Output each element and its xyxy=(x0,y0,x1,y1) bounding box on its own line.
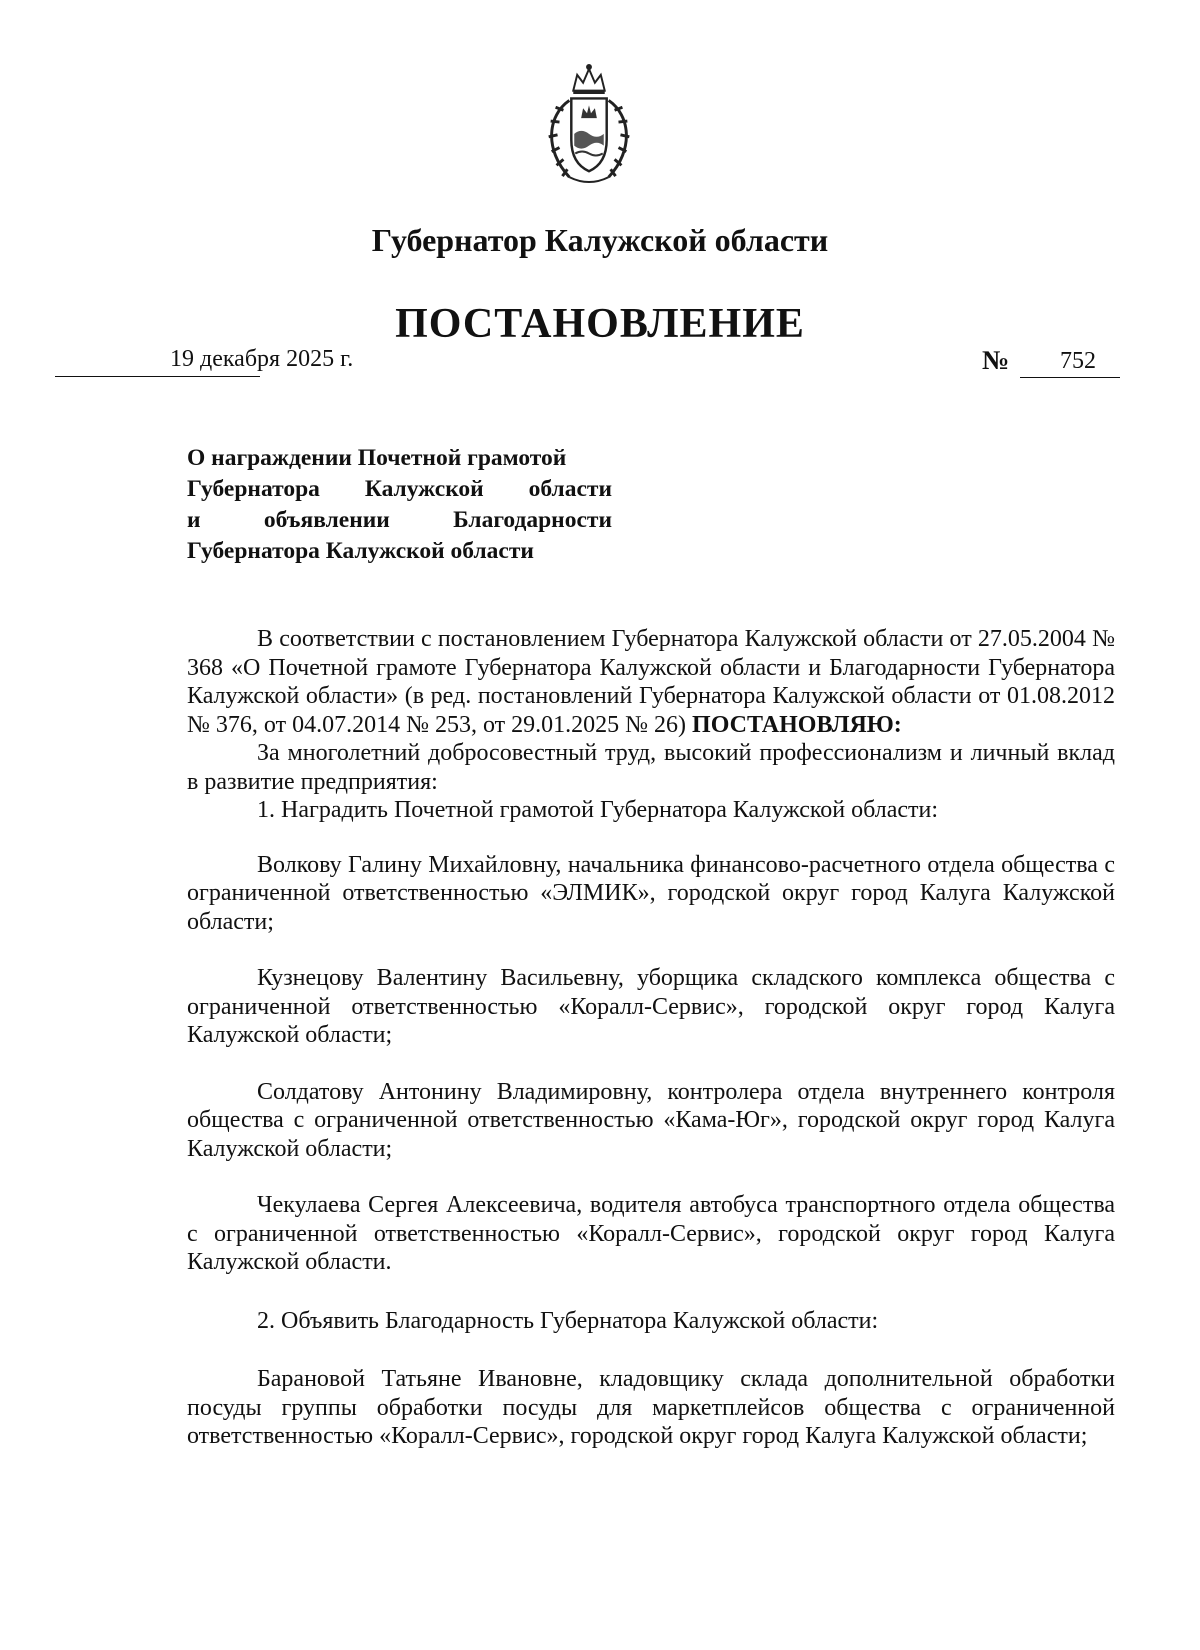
subject-line: О награждении Почетной грамотой xyxy=(187,445,567,471)
awardee-paragraph: Волкову Галину Михайловну, начальника финансово-расчетного отдела общества с ограниченной ответственностью «ЭЛМИК», городской округ город Калуга Калужской области; xyxy=(187,851,1115,935)
subject-line: и объявлении Благодарности xyxy=(187,507,612,533)
preamble-text: В соответствии с постановлением Губернатора Калужской области от 27.05.2004 № 368 «О Почетной грамоте Губернатора Калужской области и Благодарности Губернатора Калужской области» (в ред. постановлений Губернатора Калужской области от 01.08.2012 № 376, от 04.07.2014 № 253, от 29.01.2025 № 26) xyxy=(187,626,1115,738)
document-body xyxy=(187,625,1115,1451)
document-number: 752 xyxy=(1060,348,1096,374)
subject-line: Губернатора Калужской области xyxy=(187,538,534,564)
preamble-paragraph xyxy=(187,625,1115,739)
item-2-heading: 2. Объявить Благодарность Губернатора Калужской области: xyxy=(257,1307,879,1334)
issuing-authority: Губернатор Калужской области xyxy=(371,222,829,258)
awardee-paragraph: Кузнецову Валентину Васильевну, уборщика складского комплекса общества с ограниченной ответственностью «Коралл-Сервис», городской округ город Калуга Калужской области; xyxy=(187,965,1115,1048)
awardee-paragraph: Чекулаева Сергея Алексеевича, водителя автобуса транспортного отдела общества с ограниченной ответственностью «Коралл-Сервис», городской округ город Калуга Калужской области. xyxy=(187,1192,1115,1275)
decree-word: ПОСТАНОВЛЯЮ: xyxy=(692,711,902,738)
document-date: 19 декабря 2025 г. xyxy=(170,346,354,372)
thanked-paragraph: Барановой Татьяне Ивановне, кладовщику склада дополнительной обработки посуды группы обработки посуды для маркетплейсов общества с ограниченной ответственностью «Коралл-Сервис», городской округ город Калуга Калужской области; xyxy=(187,1366,1115,1449)
reason-paragraph: За многолетний добросовестный труд, высокий профессионализм и личный вклад в развитие предприятия: xyxy=(187,740,1115,795)
item-1-heading: 1. Наградить Почетной грамотой Губернатора Калужской области: xyxy=(257,797,939,823)
kaluga-oblast-coat-of-arms-icon xyxy=(530,60,648,190)
date-underline xyxy=(55,376,260,377)
awardee-paragraph: Солдатову Антонину Владимировну, контролера отдела внутреннего контроля общества с ограниченной ответственностью «Кама-Юг», городской округ город Калуга Калужской области; xyxy=(187,1078,1115,1162)
number-underline xyxy=(1020,377,1120,378)
document-type-title: ПОСТАНОВЛЕНИЕ xyxy=(395,301,805,347)
subject-line: Губернатора Калужской области xyxy=(187,476,612,502)
document-subject xyxy=(187,443,612,567)
number-sign: № xyxy=(982,345,1010,375)
